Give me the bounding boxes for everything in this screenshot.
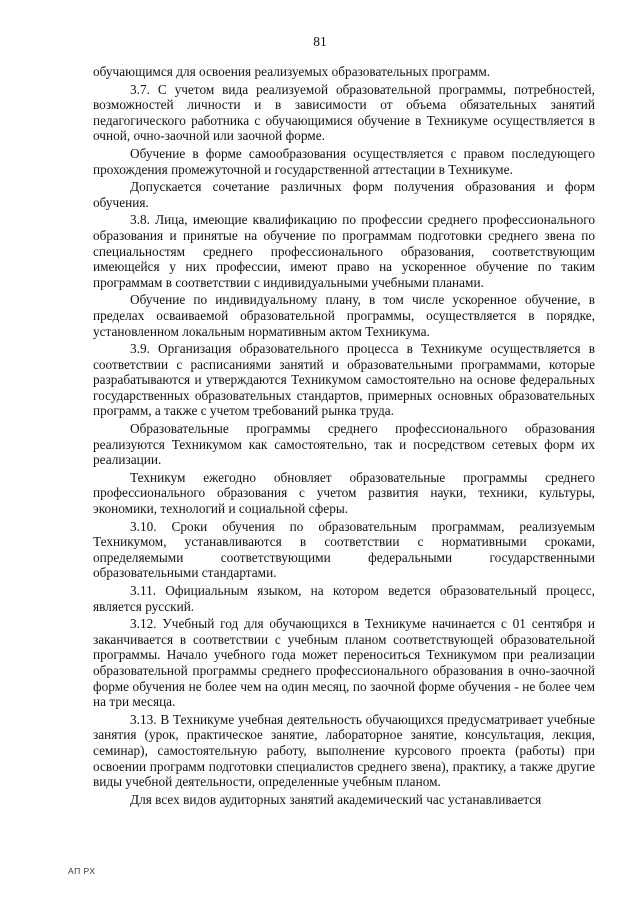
paragraph-3-7: 3.7. С учетом вида реализуемой образовательной программы, потребностей, возможностей личности и в зависимости от объема обязательных занятий педагогического работника с обучающимися обучение в Техникуме осуществляется в очной, очно-заочной или заочной форме. xyxy=(93,81,595,144)
paragraph-combined-forms: Допускается сочетание различных форм получения образования и форм обучения. xyxy=(93,179,595,210)
paragraph-individual-plan: Обучение по индивидуальному плану, в том числе ускоренное обучение, в пределах осваиваемой образовательной программы, осуществляется в порядке, установленном локальным нормативным актом Техникума. xyxy=(93,292,595,339)
paragraph-3-11: 3.11. Официальным языком, на котором ведется образовательный процесс, является русский. xyxy=(93,583,595,614)
paragraph-3-8: 3.8. Лица, имеющие квалификацию по профессии среднего профессионального образования и принятые на обучение по программам подготовки среднего звена по специальностям среднего профессионального образования, соответствующим имеющейся у них профессии, имеют право на ускоренное обучение по таким программам в соответствии с индивидуальными учебными планами. xyxy=(93,212,595,290)
page-number: 81 xyxy=(313,34,327,49)
paragraph-3-12: 3.12. Учебный год для обучающихся в Техникуме начинается с 01 сентября и заканчивается в соответствии с учебным планом соответствующей образовательной программы. Начало учебного года может переноситься Техникумом при реализации образовательной программы среднего профессионального образования в очно-заочной форме обучения не более чем на один месяц, по заочной форме обучения - не более чем на три месяца. xyxy=(93,616,595,710)
paragraph-annual-update: Техникум ежегодно обновляет образовательные программы среднего профессионального образования с учетом развития науки, техники, культуры, экономики, технологий и социальной сферы. xyxy=(93,469,595,517)
document-body xyxy=(93,64,595,809)
paragraph-network-forms: Образовательные программы среднего профессионального образования реализуются Техникумом как самостоятельно, так и посредством сетевых форм их реализации. xyxy=(93,421,595,468)
paragraph-3-9: 3.9. Организация образовательного процесса в Техникуме осуществляется в соответствии с расписаниями занятий и образовательными программами, которые разрабатываются и утверждаются Техникумом самостоятельно на основе федеральных государственных образовательных стандартов, примерных основных образовательных программ, а также с учетом требований рынка труда. xyxy=(93,341,595,419)
paragraph-continuation: обучающимся для освоения реализуемых образовательных программ. xyxy=(93,64,491,79)
footer-stamp-mark: АП РХ xyxy=(68,866,96,876)
paragraph-3-10: 3.10. Сроки обучения по образовательным программам, реализуемым Техникумом, устанавливаются в соответствии с нормативными сроками, определяемыми соответствующими федеральными государственными образовательными стандартами. xyxy=(93,518,595,581)
paragraph-3-13: 3.13. В Техникуме учебная деятельность обучающихся предусматривает учебные занятия (урок, практическое занятие, лабораторное занятие, консультация, лекция, семинар), самостоятельную работу, выполнение курсового проекта (работы) при освоении программ подготовки специалистов среднего звена), практику, а также другие виды учебной деятельности, определенные учебным планом. xyxy=(93,711,595,790)
paragraph-self-education: Обучение в форме самообразования осуществляется с правом последующего прохождения промежуточной и государственной аттестации в Техникуме. xyxy=(93,145,595,177)
paragraph-academic-hour: Для всех видов аудиторных занятий академический час устанавливается xyxy=(130,791,542,807)
